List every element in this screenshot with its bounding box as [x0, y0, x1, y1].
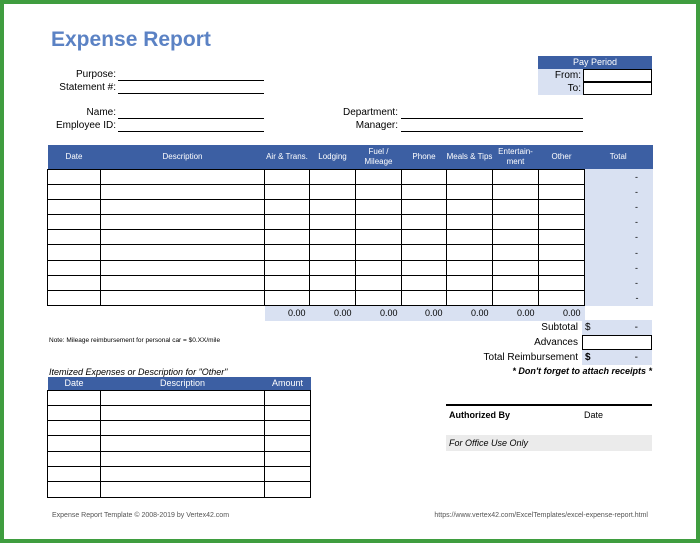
- table-cell[interactable]: [101, 291, 265, 306]
- column-header: Phone: [402, 145, 447, 169]
- table-cell[interactable]: [265, 291, 310, 306]
- table-cell[interactable]: [48, 245, 101, 260]
- table-cell[interactable]: [539, 199, 585, 214]
- table-cell[interactable]: [402, 245, 447, 260]
- row-total: -: [585, 169, 653, 184]
- column-header: Meals & Tips: [447, 145, 493, 169]
- table-cell[interactable]: [356, 230, 402, 245]
- itemized-row: [48, 451, 311, 466]
- table-cell[interactable]: [265, 230, 310, 245]
- table-row: [48, 184, 653, 199]
- table-cell[interactable]: [447, 260, 493, 275]
- table-cell[interactable]: [493, 291, 539, 306]
- pay-period-header: Pay Period: [538, 56, 652, 69]
- statement-field[interactable]: [118, 82, 264, 94]
- pay-period-to-row: [538, 82, 652, 95]
- table-cell[interactable]: [539, 169, 585, 184]
- table-cell[interactable]: [356, 184, 402, 199]
- table-cell[interactable]: [493, 245, 539, 260]
- table-cell[interactable]: [447, 245, 493, 260]
- from-label: From:: [538, 69, 583, 82]
- table-cell[interactable]: [447, 275, 493, 290]
- purpose-label: Purpose:: [75, 69, 116, 80]
- itemized-cell[interactable]: [265, 466, 311, 481]
- mileage-note: Note: Mileage reimbursement for personal car = $0.XX/mile: [49, 337, 221, 344]
- table-row: [48, 199, 653, 214]
- table-cell[interactable]: [101, 215, 265, 230]
- itemized-cell[interactable]: [101, 421, 265, 436]
- table-cell[interactable]: [493, 184, 539, 199]
- column-totals-row: [48, 306, 653, 321]
- column-header: Lodging: [310, 145, 356, 169]
- table-row: [48, 230, 653, 245]
- table-cell[interactable]: [356, 291, 402, 306]
- table-row: [48, 245, 653, 260]
- table-cell[interactable]: [356, 169, 402, 184]
- itemized-row: [48, 436, 311, 451]
- table-cell[interactable]: [48, 215, 101, 230]
- department-field[interactable]: [401, 107, 583, 119]
- table-cell[interactable]: [265, 169, 310, 184]
- table-cell[interactable]: [447, 291, 493, 306]
- itemized-row: [48, 466, 311, 481]
- column-header: Entertain-ment: [493, 145, 539, 169]
- date-label: Date: [584, 410, 604, 420]
- table-cell[interactable]: [310, 245, 356, 260]
- table-cell[interactable]: [539, 230, 585, 245]
- table-cell[interactable]: [310, 291, 356, 306]
- to-label: To:: [538, 82, 583, 95]
- table-cell[interactable]: [101, 275, 265, 290]
- row-total: -: [585, 215, 653, 230]
- row-total: -: [585, 275, 653, 290]
- table-cell[interactable]: [402, 230, 447, 245]
- table-cell[interactable]: [48, 260, 101, 275]
- subtotal-value: [582, 320, 652, 335]
- table-cell[interactable]: [48, 184, 101, 199]
- table-cell[interactable]: [447, 184, 493, 199]
- itemized-cell[interactable]: [265, 451, 311, 466]
- table-cell[interactable]: [493, 260, 539, 275]
- table-cell[interactable]: [539, 184, 585, 199]
- table-cell[interactable]: [493, 215, 539, 230]
- table-cell[interactable]: [356, 199, 402, 214]
- itemized-header: Description: [101, 377, 265, 390]
- itemized-row: [48, 390, 311, 405]
- office-use-box: For Office Use Only: [446, 435, 652, 451]
- name-label: Name:: [86, 107, 116, 118]
- total-reimbursement-row: [440, 350, 652, 365]
- table-cell[interactable]: [447, 215, 493, 230]
- table-cell[interactable]: [48, 275, 101, 290]
- table-cell[interactable]: [539, 215, 585, 230]
- itemized-row: [48, 482, 311, 497]
- table-cell[interactable]: [356, 245, 402, 260]
- table-cell[interactable]: [402, 275, 447, 290]
- table-cell[interactable]: [539, 275, 585, 290]
- table-cell[interactable]: [101, 245, 265, 260]
- table-cell[interactable]: [539, 260, 585, 275]
- table-cell[interactable]: [310, 215, 356, 230]
- page-title: Expense Report: [51, 28, 211, 51]
- table-cell[interactable]: [310, 275, 356, 290]
- advances-field[interactable]: [582, 335, 652, 350]
- advances-row: [440, 335, 652, 350]
- table-cell[interactable]: [447, 230, 493, 245]
- itemized-row: [48, 405, 311, 420]
- table-row: [48, 215, 653, 230]
- authorized-by-label: Authorized By: [449, 410, 511, 420]
- itemized-cell[interactable]: [48, 436, 101, 451]
- table-cell[interactable]: [493, 275, 539, 290]
- table-cell[interactable]: [493, 230, 539, 245]
- table-cell[interactable]: [48, 199, 101, 214]
- total-amount: -: [634, 352, 638, 363]
- table-cell[interactable]: [402, 169, 447, 184]
- subtotal-currency: $: [585, 322, 591, 333]
- table-row: [48, 275, 653, 290]
- itemized-cell[interactable]: [48, 421, 101, 436]
- table-cell[interactable]: [402, 215, 447, 230]
- itemized-cell[interactable]: [48, 482, 101, 497]
- expense-table: [47, 145, 653, 321]
- itemized-cell[interactable]: [265, 436, 311, 451]
- table-cell[interactable]: [402, 291, 447, 306]
- column-total: 0.00: [356, 306, 402, 321]
- table-cell[interactable]: [356, 215, 402, 230]
- table-cell[interactable]: [48, 169, 101, 184]
- table-cell[interactable]: [101, 199, 265, 214]
- row-total: -: [585, 199, 653, 214]
- column-header: Other: [539, 145, 585, 169]
- table-row: [48, 291, 653, 306]
- row-total: -: [585, 230, 653, 245]
- from-field[interactable]: [583, 69, 652, 82]
- table-cell[interactable]: [493, 199, 539, 214]
- pay-period-from-row: [538, 69, 652, 82]
- itemized-table: [47, 377, 311, 498]
- table-cell[interactable]: [356, 260, 402, 275]
- table-cell[interactable]: [402, 199, 447, 214]
- table-row: [48, 169, 653, 184]
- table-cell[interactable]: [101, 169, 265, 184]
- table-cell[interactable]: [48, 230, 101, 245]
- table-cell[interactable]: [265, 245, 310, 260]
- table-cell[interactable]: [310, 260, 356, 275]
- table-cell[interactable]: [447, 169, 493, 184]
- spacer-cell: [48, 306, 101, 321]
- subtotal-row: [440, 320, 652, 335]
- column-total: 0.00: [539, 306, 585, 321]
- table-cell[interactable]: [265, 275, 310, 290]
- spacer-cell: [585, 306, 653, 321]
- itemized-cell[interactable]: [101, 390, 265, 405]
- itemized-cell[interactable]: [48, 451, 101, 466]
- statement-label: Statement #:: [59, 82, 116, 93]
- receipts-reminder: * Don't forget to attach receipts *: [512, 366, 652, 376]
- itemized-cell[interactable]: [101, 405, 265, 420]
- itemized-cell[interactable]: [48, 466, 101, 481]
- table-cell[interactable]: [356, 275, 402, 290]
- purpose-field[interactable]: [118, 69, 264, 81]
- itemized-cell[interactable]: [48, 405, 101, 420]
- table-cell[interactable]: [48, 291, 101, 306]
- itemized-header: Date: [48, 377, 101, 390]
- column-header: Total: [585, 145, 653, 169]
- table-cell[interactable]: [265, 199, 310, 214]
- column-header: Air & Trans.: [265, 145, 310, 169]
- table-cell[interactable]: [101, 260, 265, 275]
- row-total: -: [585, 245, 653, 260]
- column-total: 0.00: [447, 306, 493, 321]
- employee-id-field[interactable]: [118, 120, 264, 132]
- itemized-cell[interactable]: [101, 436, 265, 451]
- itemized-caption: Itemized Expenses or Description for "Other": [49, 367, 228, 377]
- name-field[interactable]: [118, 107, 264, 119]
- table-cell[interactable]: [310, 184, 356, 199]
- row-total: -: [585, 184, 653, 199]
- subtotal-label: Subtotal: [541, 322, 578, 333]
- department-label: Department:: [342, 107, 398, 118]
- employee-id-label: Employee ID:: [55, 120, 116, 131]
- column-total: 0.00: [265, 306, 310, 321]
- table-cell[interactable]: [402, 260, 447, 275]
- total-reimbursement-label: Total Reimbursement: [483, 352, 578, 363]
- advances-label: Advances: [534, 337, 578, 348]
- row-total: -: [585, 291, 653, 306]
- footer-copyright: Expense Report Template © 2008-2019 by Vertex42.com: [52, 512, 230, 519]
- row-total: -: [585, 260, 653, 275]
- itemized-header: Amount: [265, 377, 311, 390]
- itemized-cell[interactable]: [101, 482, 265, 497]
- itemized-cell[interactable]: [48, 390, 101, 405]
- itemized-cell[interactable]: [101, 466, 265, 481]
- table-cell[interactable]: [310, 230, 356, 245]
- itemized-cell[interactable]: [265, 482, 311, 497]
- column-header: Description: [101, 145, 265, 169]
- total-reimbursement-value: [582, 350, 652, 365]
- itemized-row: [48, 421, 311, 436]
- table-cell[interactable]: [447, 199, 493, 214]
- itemized-cell[interactable]: [265, 405, 311, 420]
- itemized-cell[interactable]: [265, 390, 311, 405]
- table-cell[interactable]: [310, 169, 356, 184]
- total-currency: $: [585, 352, 591, 363]
- column-header: Date: [48, 145, 101, 169]
- column-total: 0.00: [493, 306, 539, 321]
- table-cell[interactable]: [402, 184, 447, 199]
- itemized-cell[interactable]: [265, 421, 311, 436]
- table-cell[interactable]: [101, 184, 265, 199]
- table-row: [48, 260, 653, 275]
- table-cell[interactable]: [265, 215, 310, 230]
- table-cell[interactable]: [310, 199, 356, 214]
- table-cell[interactable]: [493, 169, 539, 184]
- subtotal-amount: -: [634, 322, 638, 333]
- table-cell[interactable]: [101, 230, 265, 245]
- footer-url[interactable]: https://www.vertex42.com/ExcelTemplates/excel-expense-report.html: [434, 512, 648, 519]
- to-field[interactable]: [583, 82, 652, 95]
- authorization-line: [446, 404, 652, 420]
- table-cell[interactable]: [265, 260, 310, 275]
- spacer-cell: [101, 306, 265, 321]
- manager-label: Manager:: [355, 120, 398, 131]
- table-cell[interactable]: [265, 184, 310, 199]
- table-cell[interactable]: [539, 291, 585, 306]
- column-header: Fuel / Mileage: [356, 145, 402, 169]
- manager-field[interactable]: [401, 120, 583, 132]
- table-cell[interactable]: [539, 245, 585, 260]
- column-total: 0.00: [402, 306, 447, 321]
- itemized-cell[interactable]: [101, 451, 265, 466]
- column-total: 0.00: [310, 306, 356, 321]
